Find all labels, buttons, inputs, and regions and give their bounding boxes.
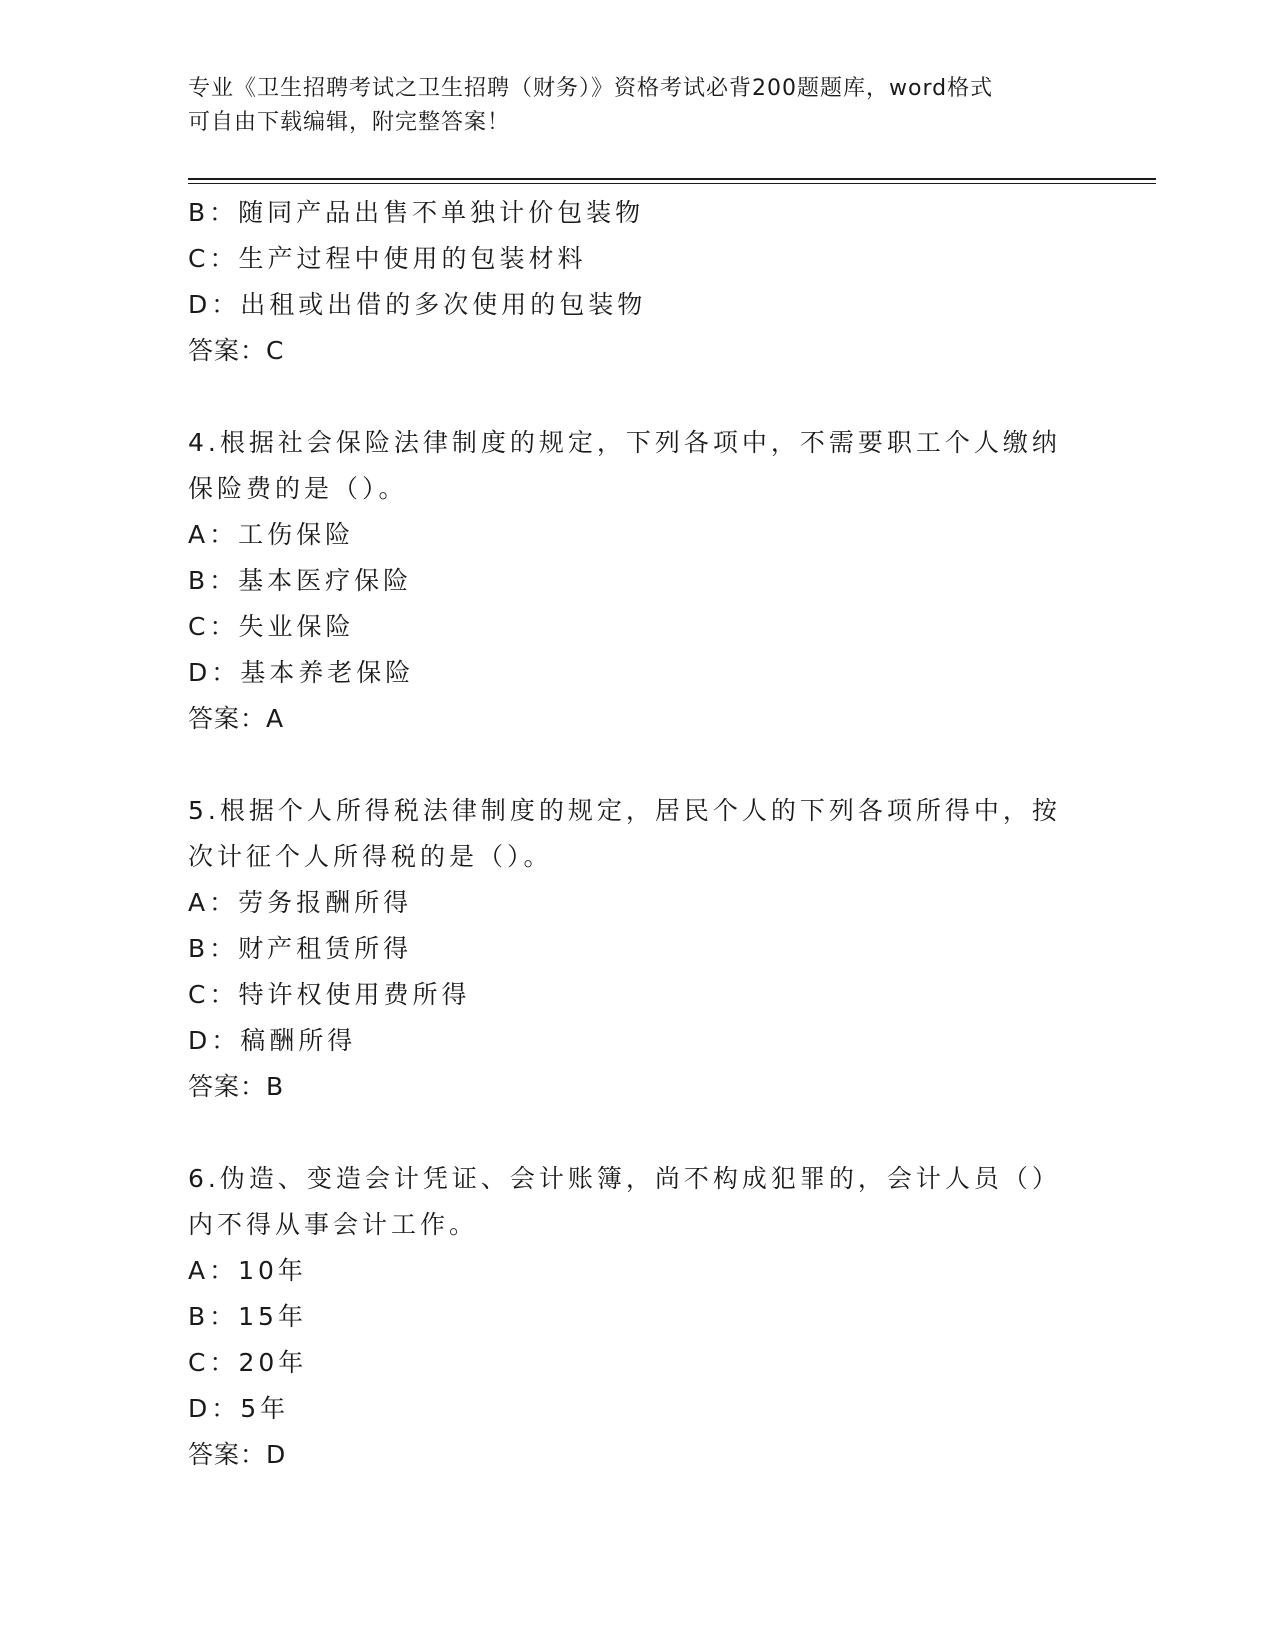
option-a: A：劳务报酬所得 xyxy=(188,888,413,917)
option-d: D：5年 xyxy=(188,1394,290,1423)
header-line-1: 专业《卫生招聘考试之卫生招聘（财务）》资格考试必背200题题库，word格式 xyxy=(188,76,994,101)
header-line-2: 可自由下载编辑，附完整答案！ xyxy=(188,110,511,135)
question-block-3-continued xyxy=(188,190,1068,374)
option-d: D：稿酬所得 xyxy=(188,1026,357,1055)
option-a: A：工伤保险 xyxy=(188,520,355,549)
option-d: D：基本养老保险 xyxy=(188,658,415,687)
answer: 答案：A xyxy=(188,704,285,733)
answer: 答案：B xyxy=(188,1072,285,1101)
header-divider-thin xyxy=(188,183,1156,184)
option-b: B：财产租赁所得 xyxy=(188,934,413,963)
question-block-5 xyxy=(188,788,1068,1110)
header-divider-thick xyxy=(188,178,1156,180)
option-b: B：随同产品出售不单独计价包装物 xyxy=(188,198,645,227)
option-a: A：10年 xyxy=(188,1256,307,1285)
option-c: C：特许权使用费所得 xyxy=(188,980,471,1009)
question-block-4 xyxy=(188,420,1068,742)
answer: 答案：D xyxy=(188,1440,287,1469)
question-content xyxy=(188,190,1068,1478)
page-header xyxy=(188,72,1068,140)
option-c: C：生产过程中使用的包装材料 xyxy=(188,244,587,273)
option-d: D：出租或出借的多次使用的包装物 xyxy=(188,290,647,319)
question-stem-cont: 次计征个人所得税的是（）。 xyxy=(188,842,553,871)
option-c: C：20年 xyxy=(188,1348,308,1377)
option-b: B：15年 xyxy=(188,1302,307,1331)
option-c: C：失业保险 xyxy=(188,612,355,641)
answer: 答案：C xyxy=(188,336,285,365)
option-b: B：基本医疗保险 xyxy=(188,566,413,595)
question-stem: 5.根据个人所得税法律制度的规定，居民个人的下列各项所得中，按 xyxy=(188,796,1061,825)
question-block-6 xyxy=(188,1156,1068,1478)
question-stem-cont: 保险费的是（）。 xyxy=(188,474,408,503)
question-stem: 4.根据社会保险法律制度的规定，下列各项中，不需要职工个人缴纳 xyxy=(188,428,1061,457)
question-stem-cont: 内不得从事会计工作。 xyxy=(188,1210,479,1239)
question-stem: 6.伪造、变造会计凭证、会计账簿，尚不构成犯罪的，会计人员（） xyxy=(188,1164,1061,1193)
